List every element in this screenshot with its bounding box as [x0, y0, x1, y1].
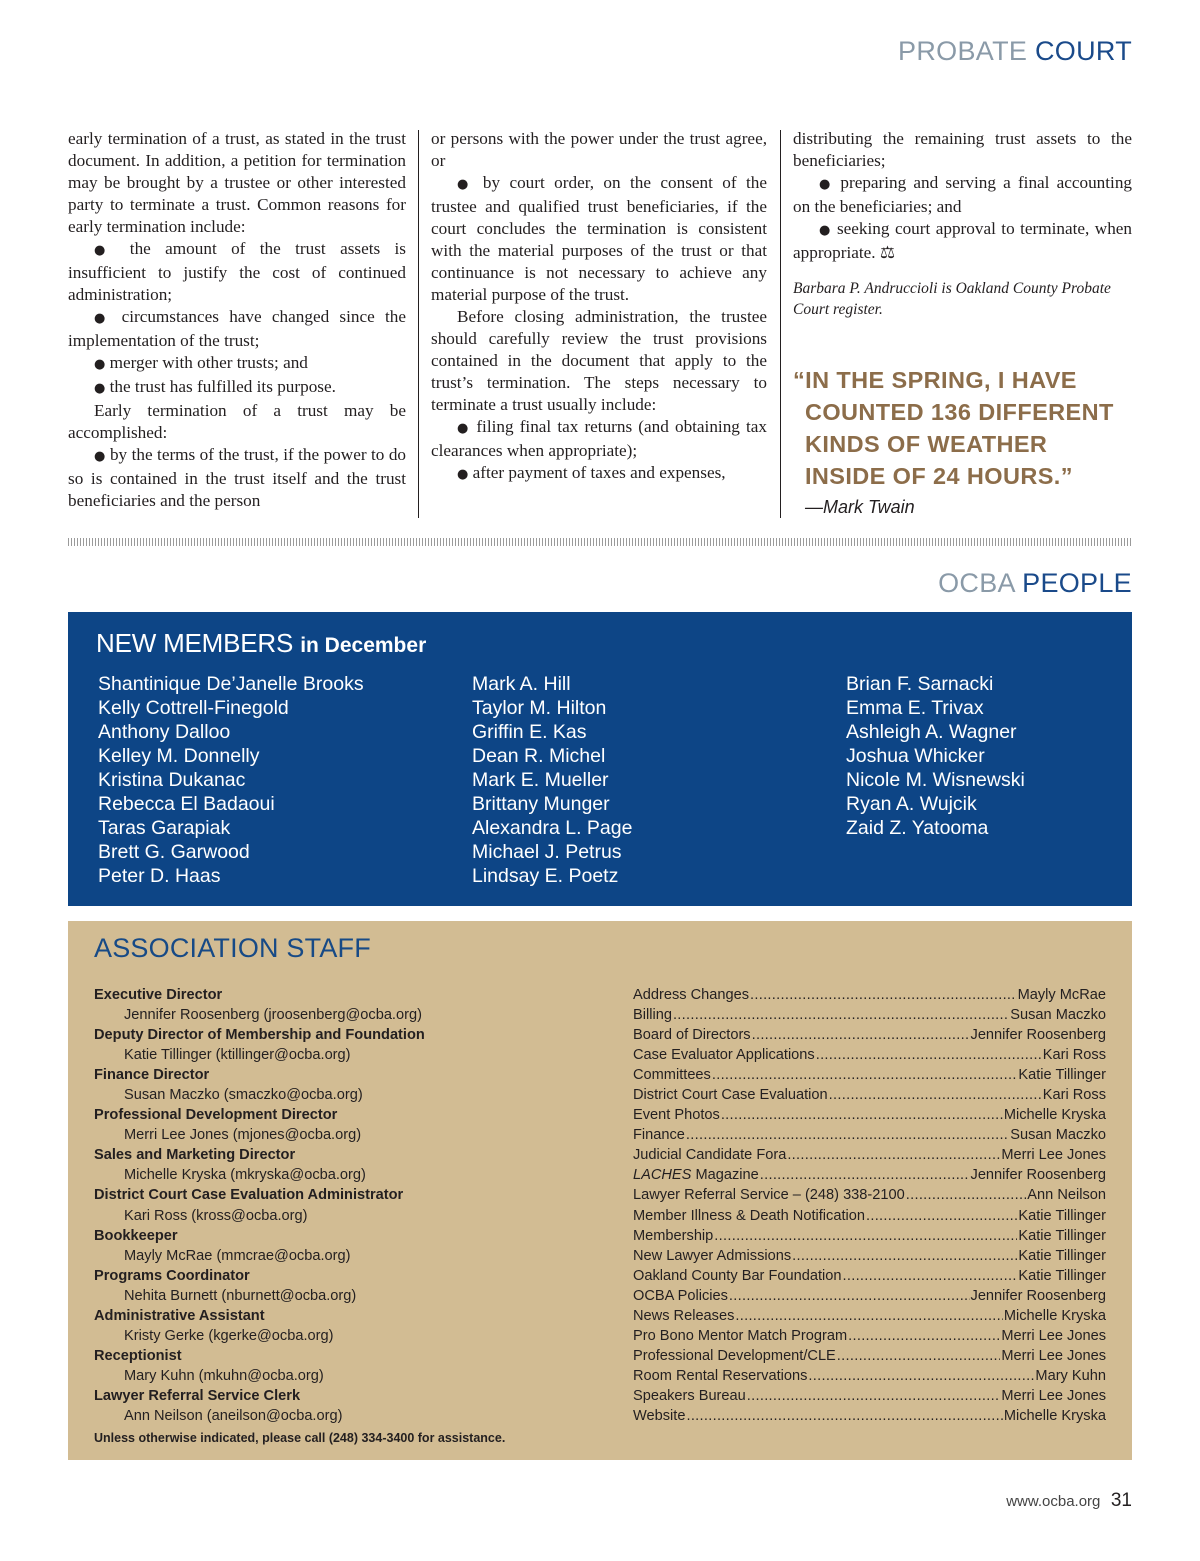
- contact-topic: Finance: [633, 1127, 685, 1144]
- member-name: Nicole M. Wisnewski: [846, 769, 1025, 791]
- article-column-1: [68, 128, 406, 512]
- contact-name: Jennifer Roosenberg: [970, 1167, 1106, 1184]
- member-name: Ryan A. Wujcik: [846, 793, 977, 815]
- contact-topic: Room Rental Reservations: [633, 1367, 808, 1384]
- bullet-icon: ●: [457, 177, 474, 192]
- member-name: Brett G. Garwood: [98, 841, 250, 863]
- contact-topic: Board of Directors: [633, 1027, 751, 1044]
- bullet-icon: ●: [457, 421, 471, 436]
- staff-phone-note: Unless otherwise indicated, please call (248) 334-3400 for assistance.: [94, 1431, 506, 1446]
- article-paragraph: or persons with the power under the trust agree, or: [431, 129, 767, 170]
- staff-person: Katie Tillinger (ktillinger@ocba.org): [124, 1047, 351, 1064]
- member-name: Kelley M. Donnelly: [98, 745, 260, 767]
- member-name: Mark A. Hill: [472, 673, 571, 695]
- member-name: Griffin E. Kas: [472, 721, 587, 743]
- contact-name: Michelle Kryska: [1003, 1307, 1106, 1324]
- dot-leader: [729, 1286, 970, 1306]
- bullet-icon: ●: [94, 357, 106, 372]
- contact-row: [633, 1065, 1106, 1085]
- contact-row: [633, 1165, 1106, 1185]
- dot-leader: [750, 985, 1017, 1005]
- contact-name: Michelle Kryska: [1003, 1407, 1106, 1424]
- header-dark-word: PEOPLE: [1022, 568, 1132, 598]
- bullet-paragraph: ● preparing and serving a final accounting on the beneficiaries; and: [793, 173, 1133, 216]
- contact-name: Katie Tillinger: [1018, 1227, 1106, 1244]
- publication-name: LACHES: [633, 1167, 692, 1184]
- bullet-paragraph: ● the trust has fulfilled its purpose.: [94, 377, 336, 396]
- members-column-3: [846, 672, 1025, 840]
- staff-person: Susan Maczko (smaczko@ocba.org): [124, 1087, 363, 1104]
- bullet-icon: ●: [819, 223, 832, 238]
- author-byline: Barbara P. Andruccioli is Oakland County Probate Court register.: [793, 280, 1111, 318]
- contact-name: Kari Ross: [1042, 1087, 1106, 1104]
- member-name: Emma E. Trivax: [846, 697, 984, 719]
- contact-name: Susan Maczko: [1010, 1007, 1106, 1024]
- contact-row: [633, 1366, 1106, 1386]
- contact-row: [633, 1326, 1106, 1346]
- staff-role-title: Administrative Assistant: [94, 1307, 265, 1324]
- contact-row: [633, 1105, 1106, 1125]
- dot-leader: [906, 1185, 1027, 1205]
- bullet-paragraph: ● circumstances have changed since the implementation of the trust;: [68, 307, 406, 350]
- contact-name: Kari Ross: [1042, 1047, 1106, 1064]
- members-column-2: [472, 672, 632, 888]
- contact-topic: New Lawyer Admissions: [633, 1247, 792, 1264]
- staff-role-title: Bookkeeper: [94, 1227, 178, 1244]
- dot-leader: [829, 1085, 1042, 1105]
- contact-name: Jennifer Roosenberg: [970, 1027, 1106, 1044]
- page-number: 31: [1110, 1490, 1132, 1511]
- staff-role-title: Lawyer Referral Service Clerk: [94, 1387, 301, 1404]
- contact-topic: Member Illness & Death Notification: [633, 1207, 865, 1224]
- contact-row: [633, 1306, 1106, 1326]
- staff-person: Nehita Burnett (nburnett@ocba.org): [124, 1287, 357, 1304]
- contact-topic: Case Evaluator Applications: [633, 1047, 815, 1064]
- member-name: Rebecca El Badaoui: [98, 793, 275, 815]
- new-members-title: [96, 628, 426, 659]
- article-columns: [68, 128, 1132, 524]
- staff-role-title: Receptionist: [94, 1347, 182, 1364]
- column-divider: [780, 130, 781, 518]
- member-name: Dean R. Michel: [472, 745, 606, 767]
- contact-row: [633, 1286, 1106, 1306]
- staff-person: Mary Kuhn (mkuhn@ocba.org): [124, 1367, 324, 1384]
- staff-role-title: Programs Coordinator: [94, 1267, 250, 1284]
- dot-leader: [843, 1266, 1018, 1286]
- member-name: Taras Garapiak: [98, 817, 231, 839]
- contact-row: [633, 1025, 1106, 1045]
- hatched-divider: [68, 538, 1132, 546]
- member-name: Taylor M. Hilton: [472, 697, 607, 719]
- bullet-icon: ●: [94, 243, 116, 258]
- member-name: Kelly Cottrell-Finegold: [98, 697, 289, 719]
- dot-leader: [686, 1406, 1002, 1426]
- contact-topic: Website: [633, 1407, 686, 1424]
- bullet-paragraph: ● after payment of taxes and expenses,: [457, 463, 726, 482]
- bullet-icon: ●: [94, 311, 112, 326]
- article-paragraph: early termination of a trust, as stated in the trust document. In addition, a petition for termination may be brought by a trustee or other interested party to terminate a trust. Common reasons for early termination include:: [68, 129, 406, 236]
- ocba-people-header: [938, 568, 1132, 599]
- contact-name: Susan Maczko: [1010, 1127, 1106, 1144]
- contact-name: Michelle Kryska: [1003, 1107, 1106, 1124]
- bullet-paragraph: ● seeking court approval to terminate, when appropriate. ⚖: [793, 219, 1133, 262]
- association-staff-panel: [68, 921, 1132, 1460]
- article-paragraph: distributing the remaining trust assets to the beneficiaries;: [793, 129, 1132, 170]
- staff-roles-list: [94, 985, 604, 1448]
- members-column-1: [98, 672, 364, 888]
- contact-name: Katie Tillinger: [1018, 1247, 1106, 1264]
- contact-row: [633, 1185, 1106, 1205]
- header-dark-word: COURT: [1034, 36, 1132, 66]
- staff-person: Mayly McRae (mmcrae@ocba.org): [124, 1247, 351, 1264]
- contact-row: [633, 1346, 1106, 1366]
- contact-name: Merri Lee Jones: [1001, 1147, 1106, 1164]
- staff-person: Michelle Kryska (mkryska@ocba.org): [124, 1167, 366, 1184]
- contact-row: [633, 1206, 1106, 1226]
- member-name: Anthony Dalloo: [98, 721, 231, 743]
- member-name: Brian F. Sarnacki: [846, 673, 994, 695]
- contact-row: [633, 1045, 1106, 1065]
- probate-court-header: [898, 36, 1132, 67]
- dot-leader: [712, 1065, 1018, 1085]
- article-paragraph: Early termination of a trust may be accomplished:: [68, 401, 406, 442]
- contact-name: Ann Neilson: [1027, 1187, 1106, 1204]
- staff-person: Merri Lee Jones (mjones@ocba.org): [124, 1127, 362, 1144]
- article-column-3: [793, 128, 1132, 518]
- contact-topic: Pro Bono Mentor Match Program: [633, 1327, 848, 1344]
- staff-role-title: Executive Director: [94, 987, 223, 1003]
- member-name: Zaid Z. Yatooma: [846, 817, 989, 839]
- contact-topic: District Court Case Evaluation: [633, 1087, 828, 1104]
- bullet-paragraph: ● merger with other trusts; and: [94, 353, 308, 372]
- dot-leader: [686, 1125, 1009, 1145]
- header-light-word: OCBA: [938, 568, 1015, 598]
- dot-leader: [837, 1346, 1001, 1366]
- staff-person: Kristy Gerke (kgerke@ocba.org): [124, 1327, 334, 1344]
- contact-topic: Speakers Bureau: [633, 1387, 746, 1404]
- contact-row: [633, 1125, 1106, 1145]
- article-column-3-text: [793, 128, 1132, 264]
- header-light-word: PROBATE: [898, 36, 1028, 66]
- staff-person: Jennifer Roosenberg (jroosenberg@ocba.org): [124, 1007, 422, 1024]
- staff-person: Kari Ross (kross@ocba.org): [124, 1207, 308, 1224]
- dot-leader: [673, 1005, 1009, 1025]
- pull-quote: “IN THE SPRING, I HAVE COUNTED 136 DIFFERENT KINDS OF WEATHER INSIDE OF 24 HOURS.”: [793, 367, 1114, 489]
- contact-name: Katie Tillinger: [1018, 1207, 1106, 1224]
- contact-name: Merri Lee Jones: [1001, 1347, 1106, 1364]
- contact-topic: Judicial Candidate Fora: [633, 1147, 787, 1164]
- staff-role-title: Sales and Marketing Director: [94, 1147, 296, 1164]
- bullet-icon: ●: [819, 177, 834, 192]
- contact-name: Katie Tillinger: [1018, 1067, 1106, 1084]
- dot-leader: [792, 1246, 1017, 1266]
- dot-leader: [714, 1226, 1017, 1246]
- dot-leader: [721, 1105, 1003, 1125]
- new-members-subtitle: in December: [300, 634, 427, 657]
- footer-url[interactable]: www.ocba.org: [1006, 1493, 1101, 1510]
- bullet-paragraph: ● by the terms of the trust, if the power to do so is contained in the trust itself and the trust beneficiaries and the person: [68, 445, 407, 510]
- staff-title: ASSOCIATION STAFF: [94, 933, 371, 963]
- bullet-paragraph: ● by court order, on the consent of the trustee and qualified trust beneficiaries, if the court concludes the termination is consistent with the material purposes of the trust or that continuance is not necessary to achieve any material purpose of the trust.: [431, 173, 768, 304]
- new-members-panel: [68, 612, 1132, 906]
- contact-row: [633, 1386, 1106, 1406]
- dot-leader: [866, 1206, 1017, 1226]
- member-name: Shantinique De’Janelle Brooks: [98, 673, 364, 695]
- member-name: Lindsay E. Poetz: [472, 865, 619, 887]
- contact-name: Jennifer Roosenberg: [970, 1287, 1106, 1304]
- contact-topic: Event Photos: [633, 1107, 720, 1124]
- contact-name: Mary Kuhn: [1035, 1367, 1106, 1384]
- quote-attribution: —Mark Twain: [805, 497, 915, 517]
- bullet-icon: ●: [94, 381, 106, 396]
- contact-name: Merri Lee Jones: [1001, 1327, 1106, 1344]
- dot-leader: [735, 1306, 1002, 1326]
- page-footer: [1006, 1490, 1132, 1512]
- contact-row: [633, 1246, 1106, 1266]
- member-name: Brittany Munger: [472, 793, 610, 815]
- dot-leader: [760, 1165, 970, 1185]
- contact-row: [633, 1226, 1106, 1246]
- contact-topic: Lawyer Referral Service – (248) 338-2100: [633, 1187, 905, 1204]
- new-members-heading: NEW MEMBERS: [96, 628, 294, 658]
- dot-leader: [787, 1145, 1000, 1165]
- contact-row: [633, 985, 1106, 1005]
- staff-role-title: District Court Case Evaluation Administrator: [94, 1187, 404, 1204]
- staff-role-title: Professional Development Director: [94, 1107, 338, 1124]
- member-name: Michael J. Petrus: [472, 841, 622, 863]
- bullet-icon: ●: [457, 467, 469, 482]
- member-name: Mark E. Mueller: [472, 769, 609, 791]
- member-name: Joshua Whicker: [846, 745, 985, 767]
- contact-row: [633, 1266, 1106, 1286]
- contact-topic: Membership: [633, 1227, 714, 1244]
- dot-leader: [816, 1045, 1042, 1065]
- staff-person: Ann Neilson (aneilson@ocba.org): [124, 1407, 343, 1424]
- contact-topic: Professional Development/CLE: [633, 1347, 836, 1364]
- member-name: Alexandra L. Page: [472, 817, 633, 839]
- bullet-paragraph: ● filing final tax returns (and obtaining tax clearances when appropriate);: [431, 417, 768, 460]
- contact-row: [633, 1005, 1106, 1025]
- member-name: Kristina Dukanac: [98, 769, 246, 791]
- bullet-icon: ●: [94, 449, 106, 464]
- contact-topic: Address Changes: [633, 987, 750, 1003]
- contact-name: Katie Tillinger: [1018, 1267, 1106, 1284]
- column-divider: [418, 130, 419, 518]
- article-column-2: [431, 128, 767, 486]
- contact-row: [633, 1145, 1106, 1165]
- contact-topic: OCBA Policies: [633, 1287, 728, 1304]
- contact-topic: Oakland County Bar Foundation: [633, 1267, 842, 1284]
- contact-topic: Committees: [633, 1067, 711, 1084]
- contact-topic: News Releases: [633, 1307, 735, 1324]
- contact-directory: [633, 985, 1106, 1426]
- contact-row: [633, 1085, 1106, 1105]
- bullet-paragraph: ● the amount of the trust assets is insufficient to justify the cost of continued administration;: [68, 239, 406, 304]
- contact-row: [633, 1406, 1106, 1426]
- article-paragraph: Before closing administration, the trustee should carefully review the trust provisions contained in the document that apply to the trust’s termination. The steps necessary to terminate a trust usually include:: [431, 307, 767, 414]
- dot-leader: [848, 1326, 1000, 1346]
- contact-name: Merri Lee Jones: [1001, 1387, 1106, 1404]
- dot-leader: [752, 1025, 970, 1045]
- contact-topic: LACHES Magazine: [633, 1167, 759, 1184]
- member-name: Ashleigh A. Wagner: [846, 721, 1017, 743]
- staff-role-title: Finance Director: [94, 1067, 210, 1084]
- contact-topic: Billing: [633, 1007, 672, 1024]
- contact-name: Mayly McRae: [1017, 987, 1106, 1003]
- member-name: Peter D. Haas: [98, 865, 221, 887]
- staff-role-title: Deputy Director of Membership and Foundation: [94, 1027, 425, 1044]
- dot-leader: [747, 1386, 1001, 1406]
- dot-leader: [808, 1366, 1034, 1386]
